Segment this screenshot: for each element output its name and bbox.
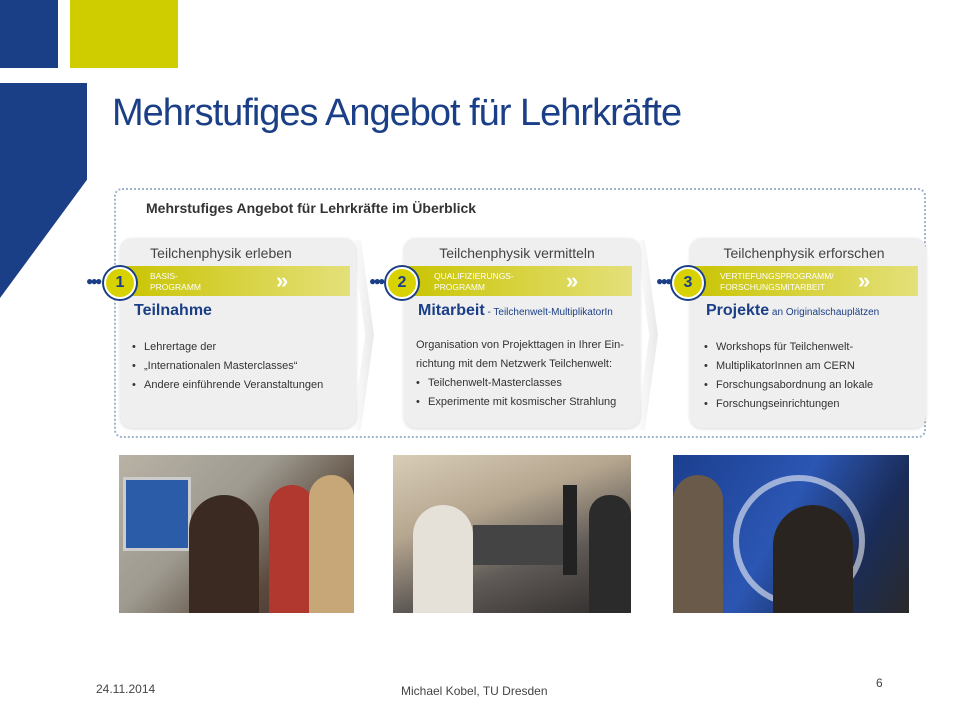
stage-bullet-cont: • MultiplikatorInnen am CERN: [716, 357, 873, 376]
photo-experiment-workshop: [393, 455, 631, 613]
stage-number-badge-3: 3: [672, 267, 704, 299]
stage-bullet: • Workshops für Teilchenwelt-: [716, 338, 873, 357]
dots-icon: ● ● ●: [86, 274, 100, 288]
stage-body-2: Organisation von Projekttagen in Ihrer Ein- richtung mit dem Netzwerk Teilchenwelt: • Teilchenwelt-Masterclasses • Experimente mit kosmischer Strahlung: [416, 336, 624, 412]
stage-title-3: Teilchenphysik erforschen: [723, 245, 885, 261]
stage-main-2: Mitarbeit - Teilchenwelt-MultiplikatorIn: [418, 302, 613, 319]
stage-number-badge-1: 1: [104, 267, 136, 299]
stage-bullet: • Andere einführende Veranstaltungen: [144, 376, 323, 395]
stage-bullet: • Forschungsabordnung an lokale: [716, 376, 873, 395]
chevron-icon: »: [566, 268, 579, 293]
page-number: 6: [876, 676, 883, 690]
stage-main-1: Teilnahme: [134, 302, 212, 319]
photo-cern-visit: [673, 455, 909, 613]
dots-icon: ● ● ●: [369, 274, 383, 288]
stage-body-1: [132, 338, 323, 395]
overview-heading: Mehrstufiges Angebot für Lehrkräfte im Überblick: [146, 200, 477, 216]
footer-date: 24.11.2014: [96, 682, 156, 696]
stage-title-1: Teilchenphysik erleben: [150, 245, 292, 261]
stage-body-3: [704, 338, 873, 414]
logo-block-blue-side: [0, 83, 87, 298]
footer-author: Michael Kobel, TU Dresden: [401, 684, 548, 698]
chevron-icon: »: [276, 268, 289, 293]
stage-bullet-cont: • Forschungseinrichtungen: [716, 395, 873, 414]
stage-bullet: • Lehrertage der: [144, 338, 323, 357]
stage-number-badge-2: 2: [386, 267, 418, 299]
stage-bullet: • Experimente mit kosmischer Strahlung: [428, 393, 624, 412]
stage-title-2: Teilchenphysik vermitteln: [439, 245, 595, 261]
photo-masterclass-computer: [119, 455, 354, 613]
slide-title: Mehrstufiges Angebot für Lehrkräfte: [112, 92, 682, 134]
logo-block-blue: [0, 0, 58, 68]
stage-bullet: • Teilchenwelt-Masterclasses: [428, 374, 624, 393]
stage-band-label-1: BASIS- PROGRAMM: [150, 271, 201, 292]
stage-band-label-3: VERTIEFUNGSPROGRAMM/ FORSCHUNGSMITARBEIT: [720, 271, 834, 292]
stage-main-3: Projekte an Originalschauplätzen: [706, 302, 880, 319]
stage-band-label-2: QUALIFIZIERUNGS- PROGRAMM: [434, 271, 514, 292]
logo-block-yellow: [70, 0, 178, 68]
dots-icon: ● ● ●: [656, 274, 670, 288]
stage-bullet-cont: • „Internationalen Masterclasses“: [144, 357, 323, 376]
chevron-icon: »: [858, 268, 871, 293]
